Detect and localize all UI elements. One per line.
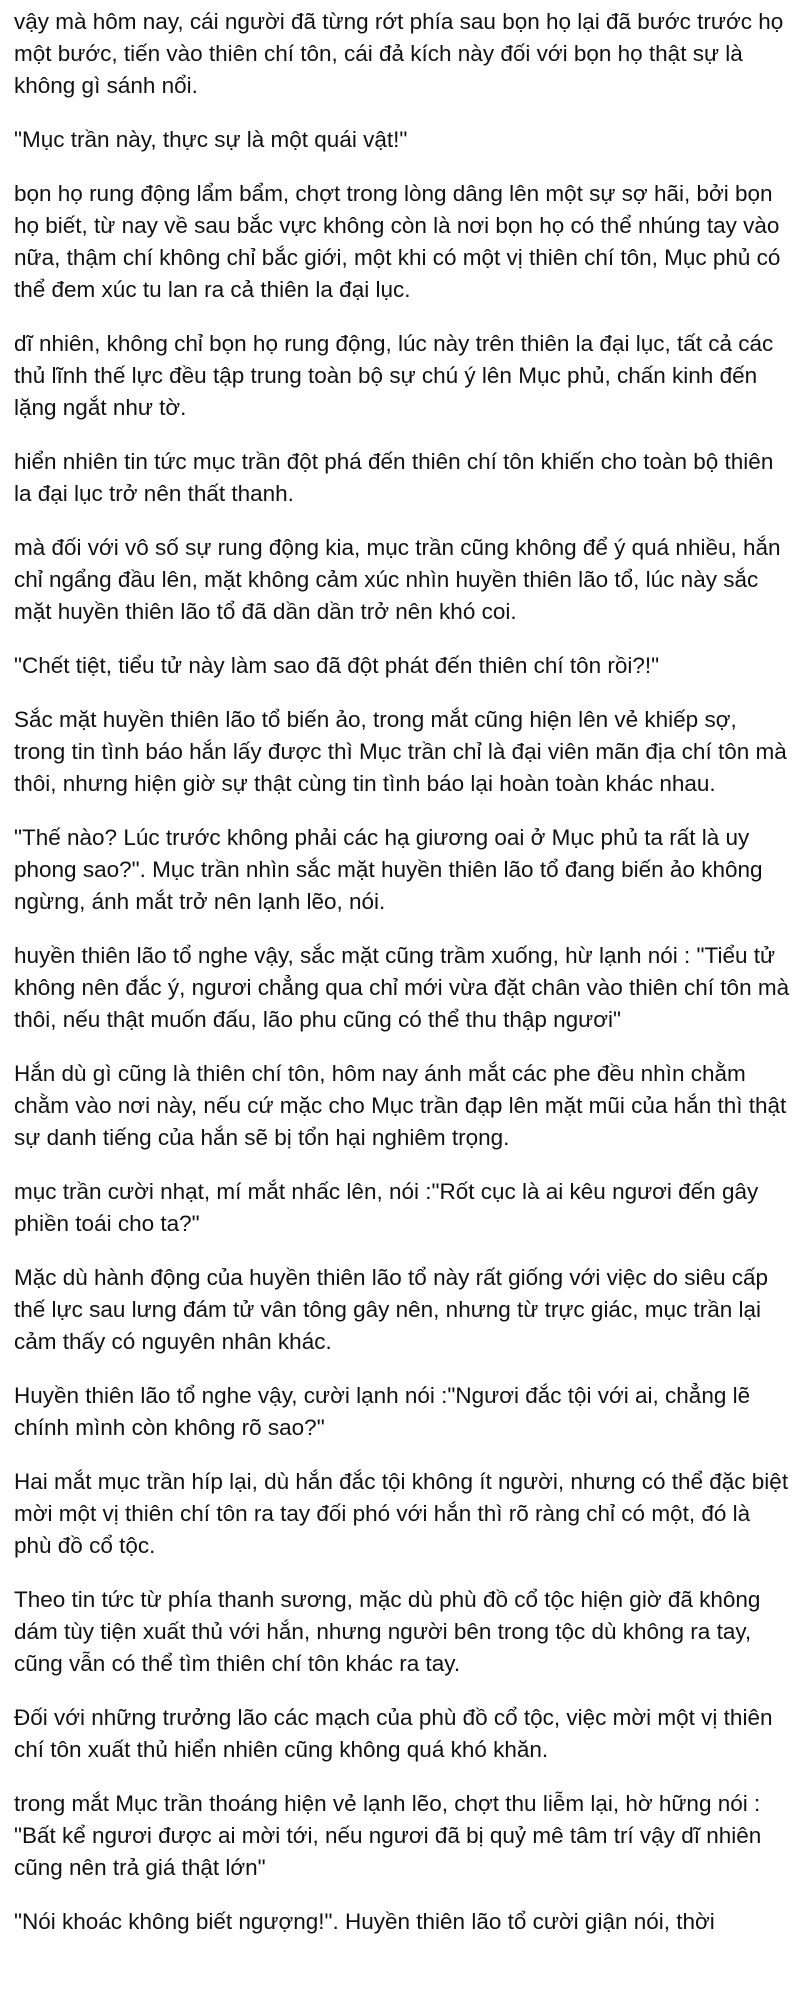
paragraph-9: "Thế nào? Lúc trước không phải các hạ giương oai ở Mục phủ ta rất là uy phong sao?". Mục trần nhìn sắc mặt huyền thiên lão tổ đang biến ảo không ngừng, ánh mắt trở nên lạnh lẽo, nói.	[14, 825, 763, 914]
paragraph-14: Huyền thiên lão tổ nghe vậy, cười lạnh nói :"Ngươi đắc tội với ai, chẳng lẽ chính mình còn không rõ sao?"	[14, 1383, 751, 1440]
paragraph-3: bọn họ rung động lẩm bẩm, chợt trong lòng dâng lên một sự sợ hãi, bởi bọn họ biết, từ nay về sau bắc vực không còn là nơi bọn họ có thể nhúng tay vào nữa, thậm chí không chỉ bắc giới, một khi có một vị thiên chí tôn, Mục phủ có thể đem xúc tu lan ra cả thiên la đại lục.	[14, 181, 781, 302]
paragraph-13: Mặc dù hành động của huyền thiên lão tổ này rất giống với việc do siêu cấp thế lực sau lưng đám tử vân tông gây nên, nhưng từ trực giác, mục trần lại cảm thấy có nguyên nhân khác.	[14, 1265, 769, 1354]
paragraph-11: Hắn dù gì cũng là thiên chí tôn, hôm nay ánh mắt các phe đều nhìn chằm chằm vào nơi này, nếu cứ mặc cho Mục trần đạp lên mặt mũi của hắn thì thật sự danh tiếng của hắn sẽ bị tổn hại nghiêm trọng.	[14, 1061, 787, 1150]
paragraph-19: "Nói khoác không biết ngượng!". Huyền thiên lão tổ cười giận nói, thời	[14, 1909, 715, 1934]
paragraph-18: trong mắt Mục trần thoáng hiện vẻ lạnh lẽo, chợt thu liễm lại, hờ hững nói : "Bất kể ngươi được ai mời tới, nếu ngươi đã bị quỷ mê tâm trí vậy dĩ nhiên cũng nên trả giá thật lớn"	[14, 1791, 762, 1880]
paragraph-2: "Mục trần này, thực sự là một quái vật!"	[14, 127, 408, 152]
paragraph-8: Sắc mặt huyền thiên lão tổ biến ảo, trong mắt cũng hiện lên vẻ khiếp sợ, trong tin tình báo hắn lấy được thì Mục trần chỉ là đại viên mãn địa chí tôn mà thôi, nhưng hiện giờ sự thật cùng tin tình báo lại hoàn toàn khác nhau.	[14, 707, 787, 796]
paragraph-17: Đối với những trưởng lão các mạch của phù đồ cổ tộc, việc mời một vị thiên chí tôn xuất thủ hiển nhiên cũng không quá khó khăn.	[14, 1705, 773, 1762]
paragraph-16: Theo tin tức từ phía thanh sương, mặc dù phù đồ cổ tộc hiện giờ đã không dám tùy tiện xuất thủ với hắn, nhưng người bên trong tộc dù không ra tay, cũng vẫn có thể tìm thiên chí tôn khác ra tay.	[14, 1587, 761, 1676]
paragraph-1: vậy mà hôm nay, cái người đã từng rớt phía sau bọn họ lại đã bước trước họ một bước, tiến vào thiên chí tôn, cái đả kích này đối với bọn họ thật sự là không gì sánh nổi.	[14, 9, 784, 98]
paragraph-10: huyền thiên lão tổ nghe vậy, sắc mặt cũng trầm xuống, hừ lạnh nói : "Tiểu tử không nên đắc ý, ngươi chẳng qua chỉ mới vừa đặt chân vào thiên chí tôn mà thôi, nếu thật muốn đấu, lão phu cũng có thể thu thập ngươi"	[14, 943, 790, 1032]
paragraph-5: hiển nhiên tin tức mục trần đột phá đến thiên chí tôn khiến cho toàn bộ thiên la đại lục trở nên thất thanh.	[14, 449, 774, 506]
paragraph-7: "Chết tiệt, tiểu tử này làm sao đã đột phát đến thiên chí tôn rồi?!"	[14, 653, 660, 678]
paragraph-15: Hai mắt mục trần híp lại, dù hắn đắc tội không ít người, nhưng có thể đặc biệt mời một vị thiên chí tôn ra tay đối phó với hắn thì rõ ràng chỉ có một, đó là phù đồ cổ tộc.	[14, 1469, 789, 1558]
paragraph-4: dĩ nhiên, không chỉ bọn họ rung động, lúc này trên thiên la đại lục, tất cả các thủ lĩnh thế lực đều tập trung toàn bộ sự chú ý lên Mục phủ, chấn kinh đến lặng ngắt như tờ.	[14, 331, 774, 420]
paragraph-12: mục trần cười nhạt, mí mắt nhấc lên, nói :"Rốt cục là ai kêu ngươi đến gây phiền toái cho ta?"	[14, 1179, 759, 1236]
paragraph-6: mà đối với vô số sự rung động kia, mục trần cũng không để ý quá nhiều, hắn chỉ ngẩng đầu lên, mặt không cảm xúc nhìn huyền thiên lão tổ, lúc này sắc mặt huyền thiên lão tổ đã dần dần trở nên khó coi.	[14, 535, 781, 624]
